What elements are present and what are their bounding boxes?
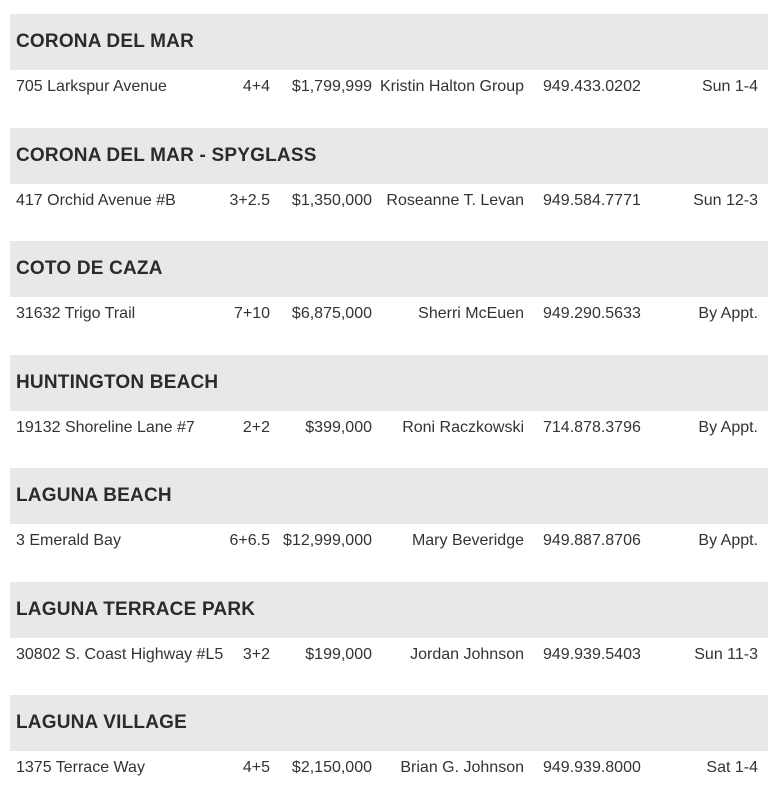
listing-phone: 949.887.8706 <box>543 532 641 549</box>
listing-beds-baths: 6+6.5 <box>229 532 270 549</box>
listing-row <box>10 297 768 333</box>
listing-address: 19132 Shoreline Lane #7 <box>16 418 195 436</box>
listing-open-house-time: Sat 1-4 <box>706 759 758 776</box>
listing-row <box>10 638 768 674</box>
listing-beds-baths: 7+10 <box>233 305 270 322</box>
area-section-laguna-beach <box>10 468 768 582</box>
listing-open-house-time: By Appt. <box>698 418 758 436</box>
listing-agent: Roseanne T. Levan <box>386 191 524 209</box>
listing-agent: Kristin Halton Group <box>379 78 524 95</box>
listing-row <box>10 524 768 560</box>
area-section-huntington-beach <box>10 355 768 469</box>
area-header <box>10 355 768 411</box>
listing-price: $1,799,999 <box>291 78 372 95</box>
area-name: HUNTINGTON BEACH <box>16 371 219 393</box>
listing-open-house-time: Sun 12-3 <box>693 191 758 209</box>
listing-row <box>10 411 768 447</box>
listing-beds-baths: 3+2.5 <box>229 191 270 209</box>
listing-price: $12,999,000 <box>283 532 372 549</box>
area-section-laguna-terrace-park <box>10 582 768 696</box>
listing-open-house-time: By Appt. <box>698 305 758 322</box>
listing-phone: 714.878.3796 <box>543 418 641 436</box>
listing-agent: Brian G. Johnson <box>400 759 524 776</box>
listing-beds-baths: 2+2 <box>242 418 270 436</box>
listing-beds-baths: 3+2 <box>242 645 270 663</box>
listing-row <box>10 751 768 787</box>
area-header <box>10 582 768 638</box>
listing-beds-baths: 4+5 <box>242 759 270 776</box>
area-header <box>10 14 768 70</box>
listing-phone: 949.939.8000 <box>543 759 641 776</box>
listing-row <box>10 184 768 220</box>
listing-price: $199,000 <box>305 645 372 663</box>
listing-price: $6,875,000 <box>291 305 372 322</box>
listing-phone: 949.584.7771 <box>543 191 641 209</box>
listing-address: 705 Larkspur Avenue <box>16 78 167 95</box>
listing-phone: 949.939.5403 <box>543 645 641 663</box>
listing-price: $1,350,000 <box>291 191 372 209</box>
area-name: CORONA DEL MAR - SPYGLASS <box>16 144 317 166</box>
area-section-coto-de-caza <box>10 241 768 355</box>
listing-address: 31632 Trigo Trail <box>16 305 136 322</box>
listing-address: 30802 S. Coast Highway #L5 <box>16 645 224 663</box>
area-name: LAGUNA TERRACE PARK <box>16 598 256 620</box>
listing-beds-baths: 4+4 <box>242 78 270 95</box>
listing-agent: Jordan Johnson <box>410 645 524 663</box>
area-header <box>10 695 768 751</box>
listing-row <box>10 70 768 106</box>
listing-address: 1375 Terrace Way <box>16 759 145 776</box>
listing-phone: 949.290.5633 <box>543 305 641 322</box>
listing-address: 3 Emerald Bay <box>16 532 121 549</box>
area-header <box>10 241 768 297</box>
area-name: LAGUNA VILLAGE <box>16 712 187 733</box>
area-name: LAGUNA BEACH <box>16 485 172 506</box>
area-header <box>10 468 768 524</box>
listing-agent: Roni Raczkowski <box>402 418 524 436</box>
listing-open-house-time: Sun 1-4 <box>701 78 758 95</box>
listing-open-house-time: By Appt. <box>698 532 758 549</box>
listing-open-house-time: Sun 11-3 <box>694 645 758 663</box>
area-header <box>10 128 768 184</box>
listing-agent: Sherri McEuen <box>418 305 524 322</box>
listing-price: $2,150,000 <box>291 759 372 776</box>
listing-phone: 949.433.0202 <box>543 78 641 95</box>
area-section-corona-del-mar <box>10 14 768 128</box>
listing-agent: Mary Beveridge <box>411 532 524 549</box>
open-house-listing-table <box>10 14 768 809</box>
listing-address: 417 Orchid Avenue #B <box>16 191 176 209</box>
area-name: COTO DE CAZA <box>16 258 163 279</box>
area-section-laguna-village <box>10 695 768 809</box>
area-name: CORONA DEL MAR <box>16 31 195 52</box>
listing-price: $399,000 <box>305 418 372 436</box>
area-section-corona-del-mar-spyglass <box>10 128 768 242</box>
